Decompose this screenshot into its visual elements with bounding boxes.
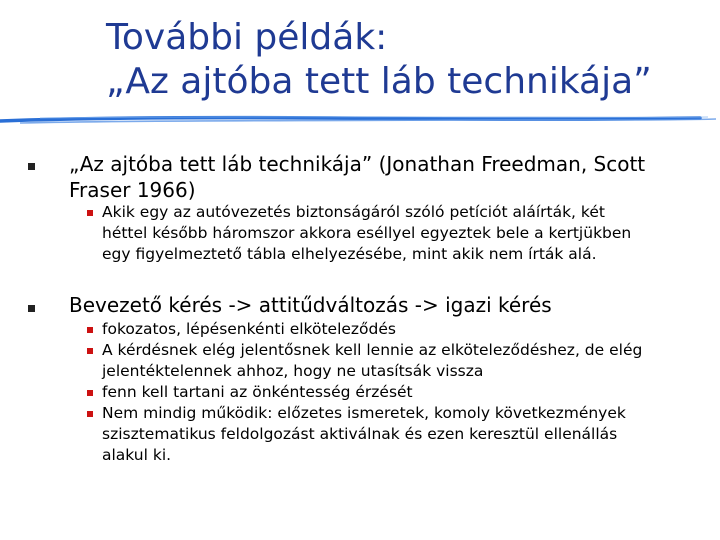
sub-bullet-2-4-line-2: szisztematikus feldolgozást aktiválnak és ezen keresztül ellenállás [102, 425, 618, 443]
sub-bullet-2-2-line-2: jelentéktelennek ahhoz, hogy ne utasítsák vissza [102, 362, 484, 380]
sub-bullet-2-4-line-1: Nem mindig működik: előzetes ismeretek, komoly következmények [102, 404, 626, 422]
slide-title-line-2: „Az ajtóba tett láb technikája” [106, 61, 652, 102]
sub-bullet-2-2-line-1: A kérdésnek elég jelentősnek kell lennie az elköteleződéshez, de elég [102, 341, 643, 359]
sub-bullet-marker [87, 411, 93, 417]
sub-bullet-marker [87, 390, 93, 396]
sub-bullet-2-3: fenn kell tartani az önkéntesség érzését [102, 383, 413, 401]
bullet-2-text: Bevezető kérés -> attitűdváltozás -> igazi kérés [69, 293, 552, 317]
bullet-1-text-line-1: „Az ajtóba tett láb technikája” (Jonathan Freedman, Scott [69, 152, 646, 176]
slide-title [106, 16, 696, 104]
bullet-marker [28, 305, 35, 312]
brush-divider [0, 112, 720, 128]
sub-bullet-1-1-line-3: egy figyelmeztető tábla elhelyezésébe, mint akik nem írták alá. [102, 245, 597, 263]
bullet-1-text-line-2: Fraser 1966) [69, 178, 196, 202]
sub-bullet-marker [87, 348, 93, 354]
sub-bullet-1-1-line-1: Akik egy az autóvezetés biztonságáról szóló petíciót aláírták, két [102, 203, 605, 221]
sub-bullet-marker [87, 327, 93, 333]
sub-bullet-marker [87, 210, 93, 216]
sub-bullet-1-1-line-2: héttel később háromszor akkora eséllyel egyeztek bele a kertjükben [102, 224, 632, 242]
bullet-marker [28, 163, 35, 170]
sub-bullet-2-1: fokozatos, lépésenkénti elköteleződés [102, 320, 396, 338]
slide-title-line-1: További példák: [106, 17, 388, 58]
sub-bullet-2-4-line-3: alakul ki. [102, 446, 172, 464]
